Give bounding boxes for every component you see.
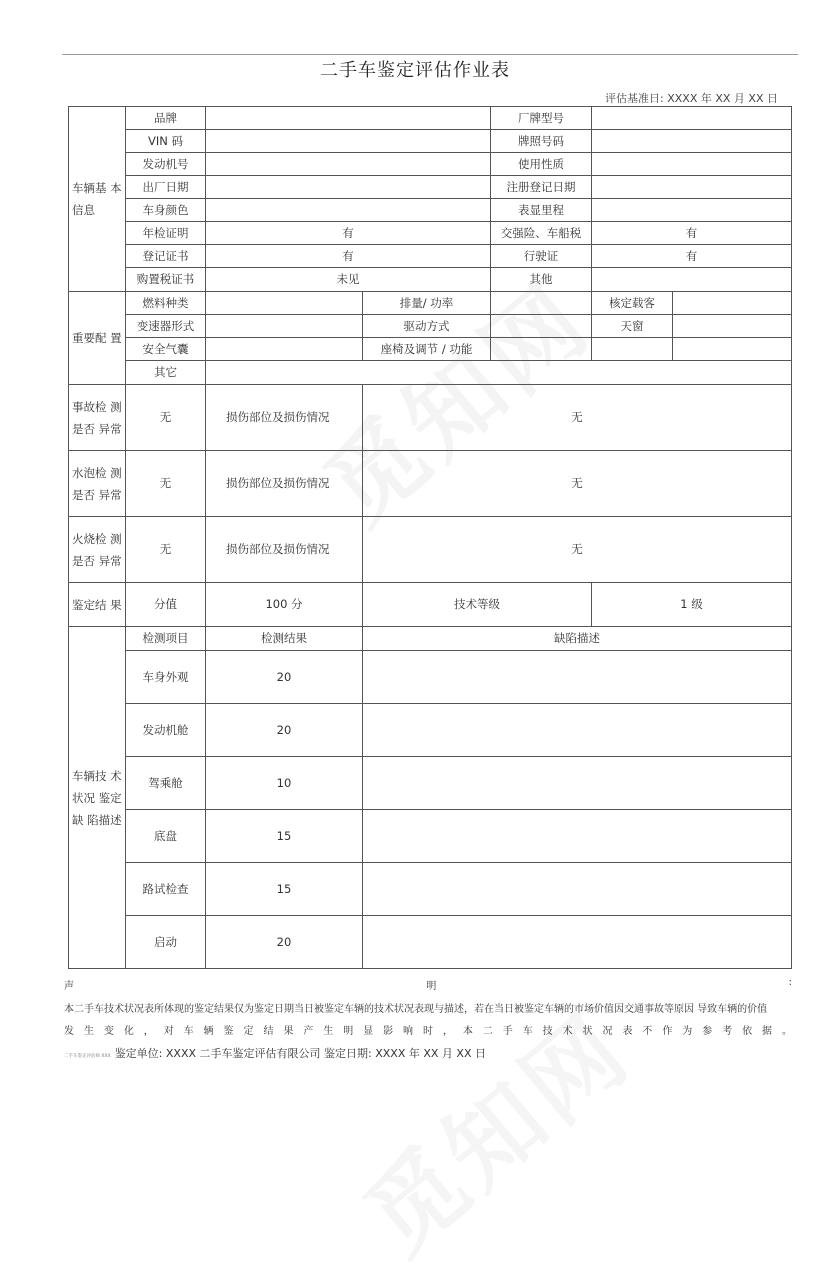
table-row — [69, 583, 792, 627]
table-row — [69, 199, 792, 222]
label-airbag: 安全气囊 — [126, 338, 206, 361]
field-airbag[interactable] — [206, 338, 363, 361]
appraisal-unit-and-date: 鉴定单位: XXXX 二手车鉴定评估有限公司 鉴定日期: XXXX 年 XX 月 XX 日 — [114, 1047, 486, 1060]
field-plate[interactable] — [592, 130, 792, 153]
value-fire-damage[interactable]: 无 — [363, 517, 792, 583]
check-result[interactable]: 15 — [206, 863, 363, 916]
declaration-head-right: : — [788, 977, 792, 988]
field-extra-b[interactable] — [673, 338, 792, 361]
section-label-flood: 水泡检 测是否 异常 — [69, 451, 126, 517]
label-plate: 牌照号码 — [491, 130, 592, 153]
value-fire-abnormal[interactable]: 无 — [126, 517, 206, 583]
page-title: 二手车鉴定评估作业表 — [320, 60, 510, 81]
table-row — [69, 268, 792, 292]
label-config-other: 其它 — [126, 361, 206, 385]
check-item: 启动 — [126, 916, 206, 969]
header-check-item: 检测项目 — [126, 627, 206, 651]
table-row — [69, 916, 792, 969]
declaration-heading — [64, 977, 792, 995]
top-rule — [62, 54, 798, 55]
header-defect-desc: 缺陷描述 — [363, 627, 792, 651]
label-damage-fire: 损伤部位及损伤情况 — [206, 517, 363, 583]
table-row — [69, 651, 792, 704]
field-mfg-date[interactable] — [206, 176, 491, 199]
label-purchase-tax: 购置税证书 — [126, 268, 206, 292]
field-sunroof[interactable] — [673, 315, 792, 338]
check-item: 驾乘舱 — [126, 757, 206, 810]
label-mfg-date: 出厂日期 — [126, 176, 206, 199]
check-result[interactable]: 20 — [206, 651, 363, 704]
section-label-fire: 火烧检 测是否 异常 — [69, 517, 126, 583]
label-sunroof: 天窗 — [592, 315, 673, 338]
label-seats: 核定载客 — [592, 292, 673, 315]
table-row — [69, 704, 792, 757]
check-item: 发动机舱 — [126, 704, 206, 757]
appraiser-note: 二手车鉴定评估师 XXX — [64, 1054, 111, 1059]
label-vin: VIN 码 — [126, 130, 206, 153]
label-odometer: 表显里程 — [491, 199, 592, 222]
label-grade: 技术等级 — [363, 583, 592, 627]
value-insurance-tax[interactable]: 有 — [592, 222, 792, 245]
declaration — [64, 977, 792, 1061]
declaration-head-mid: 明 — [426, 981, 437, 992]
field-displacement[interactable] — [491, 292, 592, 315]
field-extra-a[interactable] — [592, 338, 673, 361]
signature-line — [64, 1045, 792, 1061]
label-score: 分值 — [126, 583, 206, 627]
table-row — [69, 517, 792, 583]
table-row — [69, 338, 792, 361]
declaration-head-left: 声 — [64, 981, 74, 992]
check-result[interactable]: 20 — [206, 704, 363, 757]
table-row — [69, 292, 792, 315]
declaration-line-1: 本二手车技术状况表所体现的鉴定结果仅为鉴定日期当日被鉴定车辆的技术状况表现与描述，若在当日被鉴定车辆的市场价值因交通事故等原因 导致车辆的价值 — [64, 1004, 768, 1015]
table-row — [69, 176, 792, 199]
table-row — [69, 810, 792, 863]
defect-description[interactable] — [363, 916, 792, 969]
label-color: 车身颜色 — [126, 199, 206, 222]
defect-description[interactable] — [363, 863, 792, 916]
check-result[interactable]: 20 — [206, 916, 363, 969]
label-fuel: 燃料种类 — [126, 292, 206, 315]
field-vin[interactable] — [206, 130, 491, 153]
table-row — [69, 451, 792, 517]
section-label-tech-status: 车辆技 术状况 鉴定缺 陷描述 — [69, 627, 126, 969]
label-brand: 品牌 — [126, 107, 206, 130]
value-accident-abnormal[interactable]: 无 — [126, 385, 206, 451]
field-odometer[interactable] — [592, 199, 792, 222]
declaration-body — [64, 999, 792, 1043]
field-drive[interactable] — [491, 315, 592, 338]
field-usage[interactable] — [592, 153, 792, 176]
label-model: 厂牌型号 — [491, 107, 592, 130]
table-row — [69, 385, 792, 451]
section-label-accident: 事故检 测是否 异常 — [69, 385, 126, 451]
field-color[interactable] — [206, 199, 491, 222]
check-result[interactable]: 10 — [206, 757, 363, 810]
label-transmission: 变速器形式 — [126, 315, 206, 338]
defect-description[interactable] — [363, 757, 792, 810]
table-row — [69, 130, 792, 153]
evaluation-basis-date: 评估基准日: XXXX 年 XX 月 XX 日 — [605, 92, 778, 105]
label-insurance-tax: 交强险、车船税 — [491, 222, 592, 245]
label-displacement: 排量/ 功率 — [363, 292, 491, 315]
table-row — [69, 315, 792, 338]
label-reg-cert: 登记证书 — [126, 245, 206, 268]
table-row — [69, 153, 792, 176]
field-seat-adjust[interactable] — [491, 338, 592, 361]
table-row — [69, 757, 792, 810]
defect-description[interactable] — [363, 704, 792, 757]
value-purchase-tax[interactable]: 未见 — [206, 268, 491, 292]
header-check-result: 检测结果 — [206, 627, 363, 651]
table-row — [69, 863, 792, 916]
section-label-vehicle-basic: 车辆基 本信息 — [69, 107, 126, 292]
check-item: 底盘 — [126, 810, 206, 863]
value-inspection-cert[interactable]: 有 — [206, 222, 491, 245]
appraisal-form-table — [68, 106, 792, 969]
check-item: 路试检查 — [126, 863, 206, 916]
check-item: 车身外观 — [126, 651, 206, 704]
section-label-important-config: 重要配 置 — [69, 292, 126, 385]
label-engine-no: 发动机号 — [126, 153, 206, 176]
field-config-other[interactable] — [206, 361, 792, 385]
field-transmission[interactable] — [206, 315, 363, 338]
field-seats[interactable] — [673, 292, 792, 315]
field-reg-date[interactable] — [592, 176, 792, 199]
table-row — [69, 107, 792, 130]
value-grade[interactable]: 1 级 — [592, 583, 792, 627]
table-row — [69, 361, 792, 385]
field-fuel[interactable] — [206, 292, 363, 315]
value-accident-damage[interactable]: 无 — [363, 385, 792, 451]
declaration-line-2: 发 生 变 化 ， 对 车 辆 鉴 定 结 果 产 生 明 显 影 响 时 ， 本 二 手 车 技 术 状 况 表 不 作 为 参 考 依 据 。 — [64, 1026, 792, 1037]
field-brand[interactable] — [206, 107, 491, 130]
field-engine-no[interactable] — [206, 153, 491, 176]
label-damage-accident: 损伤部位及损伤情况 — [206, 385, 363, 451]
label-seat-adjust: 座椅及调节 / 功能 — [363, 338, 491, 361]
table-row — [69, 627, 792, 651]
defect-description[interactable] — [363, 810, 792, 863]
label-reg-date: 注册登记日期 — [491, 176, 592, 199]
value-reg-cert[interactable]: 有 — [206, 245, 491, 268]
check-result[interactable]: 15 — [206, 810, 363, 863]
label-usage: 使用性质 — [491, 153, 592, 176]
value-flood-damage[interactable]: 无 — [363, 451, 792, 517]
label-damage-flood: 损伤部位及损伤情况 — [206, 451, 363, 517]
label-inspection-cert: 年检证明 — [126, 222, 206, 245]
value-score[interactable]: 100 分 — [206, 583, 363, 627]
value-flood-abnormal[interactable]: 无 — [126, 451, 206, 517]
label-driving-license: 行驶证 — [491, 245, 592, 268]
field-other[interactable] — [592, 268, 792, 292]
label-drive: 驱动方式 — [363, 315, 491, 338]
label-other: 其他 — [491, 268, 592, 292]
value-driving-license[interactable]: 有 — [592, 245, 792, 268]
field-model[interactable] — [592, 107, 792, 130]
section-label-result: 鉴定结 果 — [69, 583, 126, 627]
table-row — [69, 222, 792, 245]
table-row — [69, 245, 792, 268]
defect-description[interactable] — [363, 651, 792, 704]
